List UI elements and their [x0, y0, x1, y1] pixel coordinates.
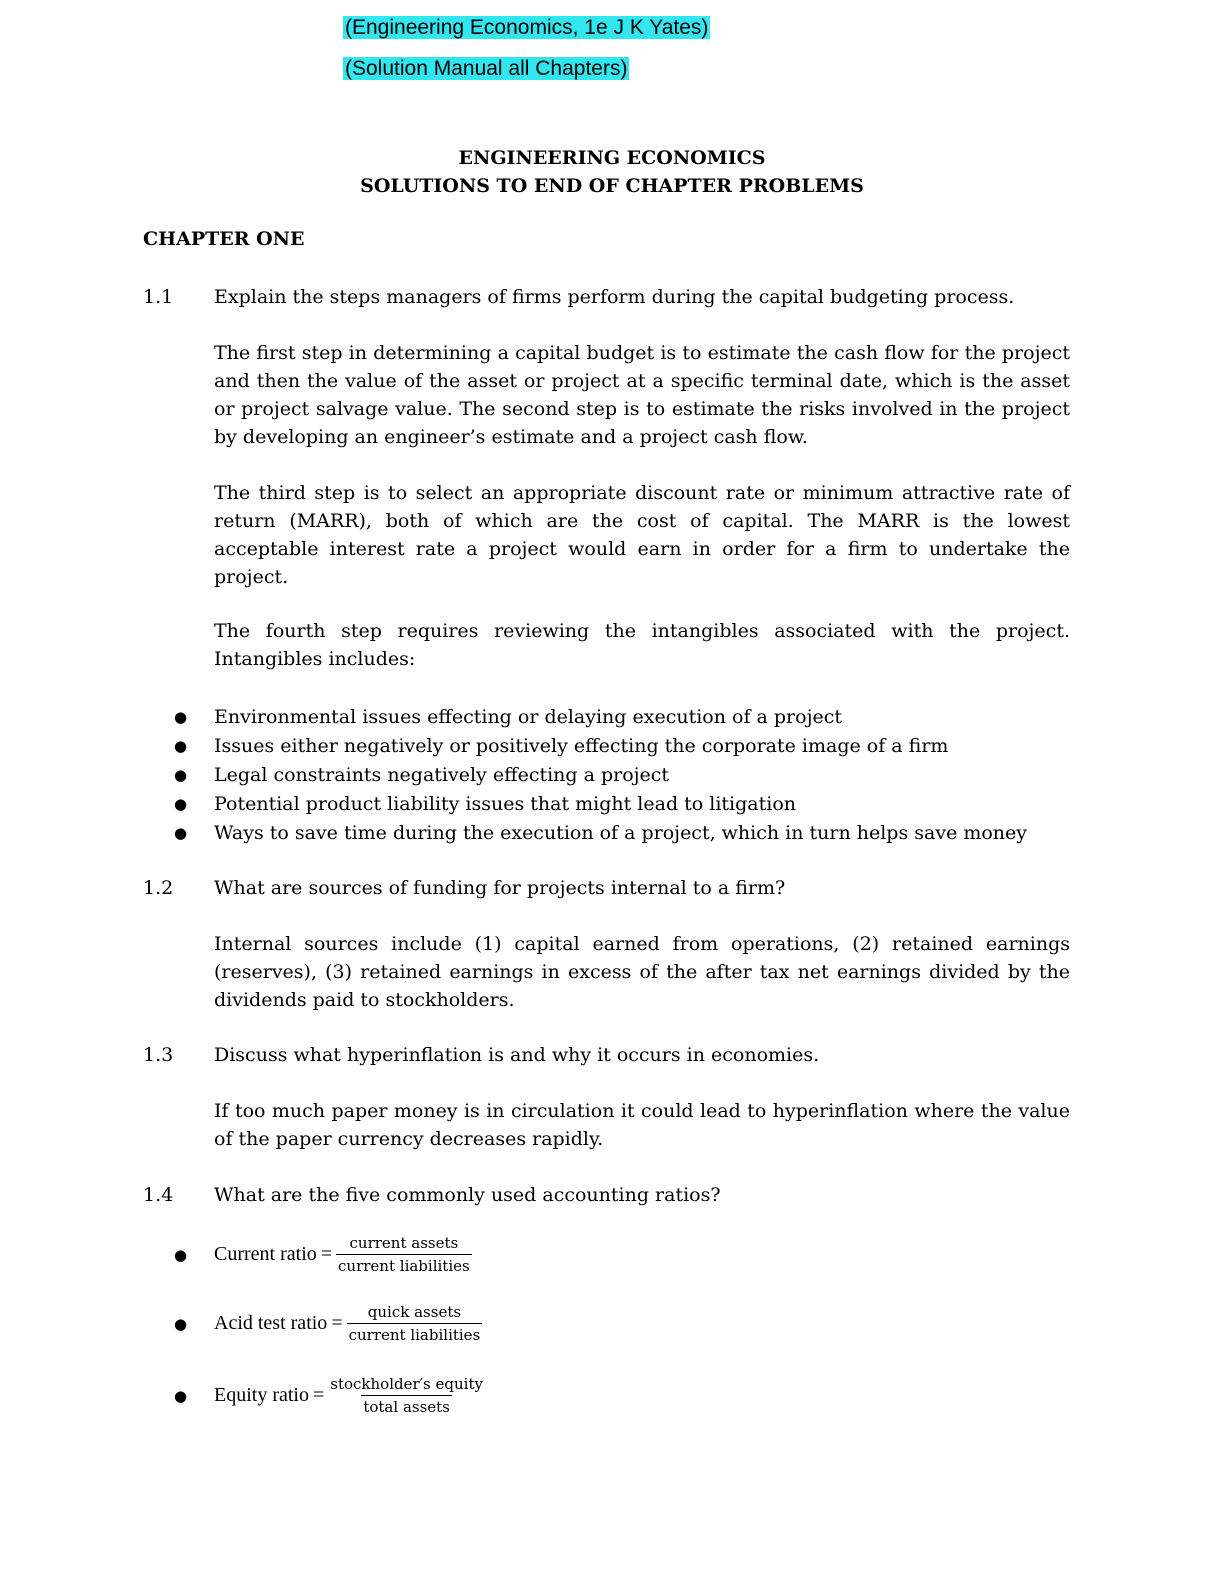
question-number-1-3: 1.3: [143, 1044, 174, 1066]
list-item: ● Issues either negatively or positively effecting the corporate image of a firm: [170, 732, 1027, 761]
denominator: total assets: [361, 1395, 452, 1418]
fraction: [336, 1232, 472, 1277]
answer-1-2: Internal sources include (1) capital earned from operations, (2) retained earnings (reserves), (3) retained earnings in excess of the after tax net earnings divided by the dividends paid to stockholders.: [214, 933, 1070, 1011]
document-title: ENGINEERING ECONOMICS: [458, 147, 766, 169]
book-title: (Engineering Economics, 1e J K Yates): [345, 16, 709, 39]
equals-sign: =: [331, 1312, 343, 1334]
book-title-highlight: [343, 15, 710, 41]
question-number-1-2: 1.2: [143, 877, 174, 899]
question-1-2: What are sources of funding for projects internal to a firm?: [214, 877, 786, 899]
ratio-label: Acid test ratio: [214, 1312, 328, 1334]
ratio-label: Current ratio: [214, 1243, 317, 1265]
question-number-1-4: 1.4: [143, 1184, 174, 1206]
list-item: ● Ways to save time during the execution of a project, which in turn helps save money: [170, 819, 1027, 848]
fraction: [328, 1373, 485, 1418]
answer-1-1-paragraph-1: The first step in determining a capital budget is to estimate the cash flow for the project and then the value of the asset or project at a specific terminal date, which is the asset or project salvage value. The second step is to estimate the risks involved in the project by developing an engineer’s estimate and a project cash flow.: [214, 342, 1070, 448]
chapter-heading: CHAPTER ONE: [143, 228, 305, 250]
question-1-3: Discuss what hyperinflation is and why it occurs in economies.: [214, 1044, 820, 1066]
answer-1-1-paragraph-2: The third step is to select an appropriate discount rate or minimum attractive rate of return (MARR), both of which are the cost of capital. The MARR is the lowest acceptable interest rate a project would earn in order for a firm to undertake the project.: [214, 482, 1070, 588]
intangibles-list: [170, 703, 1027, 848]
acid-test-ratio-formula: [170, 1301, 482, 1346]
list-item: ● Environmental issues effecting or delaying execution of a project: [170, 703, 1027, 732]
question-number-1-1: 1.1: [143, 286, 174, 308]
equals-sign: =: [312, 1384, 325, 1406]
ratio-label: Equity ratio: [214, 1384, 309, 1406]
denominator: current liabilities: [347, 1323, 483, 1346]
question-1-1: Explain the steps managers of firms perform during the capital budgeting process.: [214, 286, 1015, 308]
bullet-icon: ●: [174, 1245, 188, 1264]
bullet-icon: ●: [174, 1386, 188, 1405]
document-subtitle: SOLUTIONS TO END OF CHAPTER PROBLEMS: [360, 175, 864, 197]
bullet-icon: ●: [174, 1314, 188, 1333]
denominator: current liabilities: [336, 1254, 472, 1277]
numerator: stockholder′s equity: [330, 1375, 483, 1393]
fraction: [347, 1301, 483, 1346]
question-1-4: What are the five commonly used accounting ratios?: [214, 1184, 721, 1206]
equals-sign: =: [320, 1243, 333, 1265]
answer-1-3: If too much paper money is in circulation it could lead to hyperinflation where the value of the paper currency decreases rapidly.: [214, 1100, 1070, 1150]
list-item: ● Legal constraints negatively effecting a project: [170, 761, 1027, 790]
numerator: quick assets: [367, 1303, 462, 1321]
list-item: ● Potential product liability issues that might lead to litigation: [170, 790, 1027, 819]
current-ratio-formula: [170, 1232, 472, 1277]
equity-ratio-formula: [170, 1373, 485, 1418]
manual-title-highlight: [343, 56, 629, 82]
answer-1-1-paragraph-3: The fourth step requires reviewing the intangibles associated with the project. Intangibles includes:: [214, 620, 1070, 670]
manual-title: (Solution Manual all Chapters): [345, 57, 628, 80]
numerator: current assets: [349, 1234, 459, 1252]
